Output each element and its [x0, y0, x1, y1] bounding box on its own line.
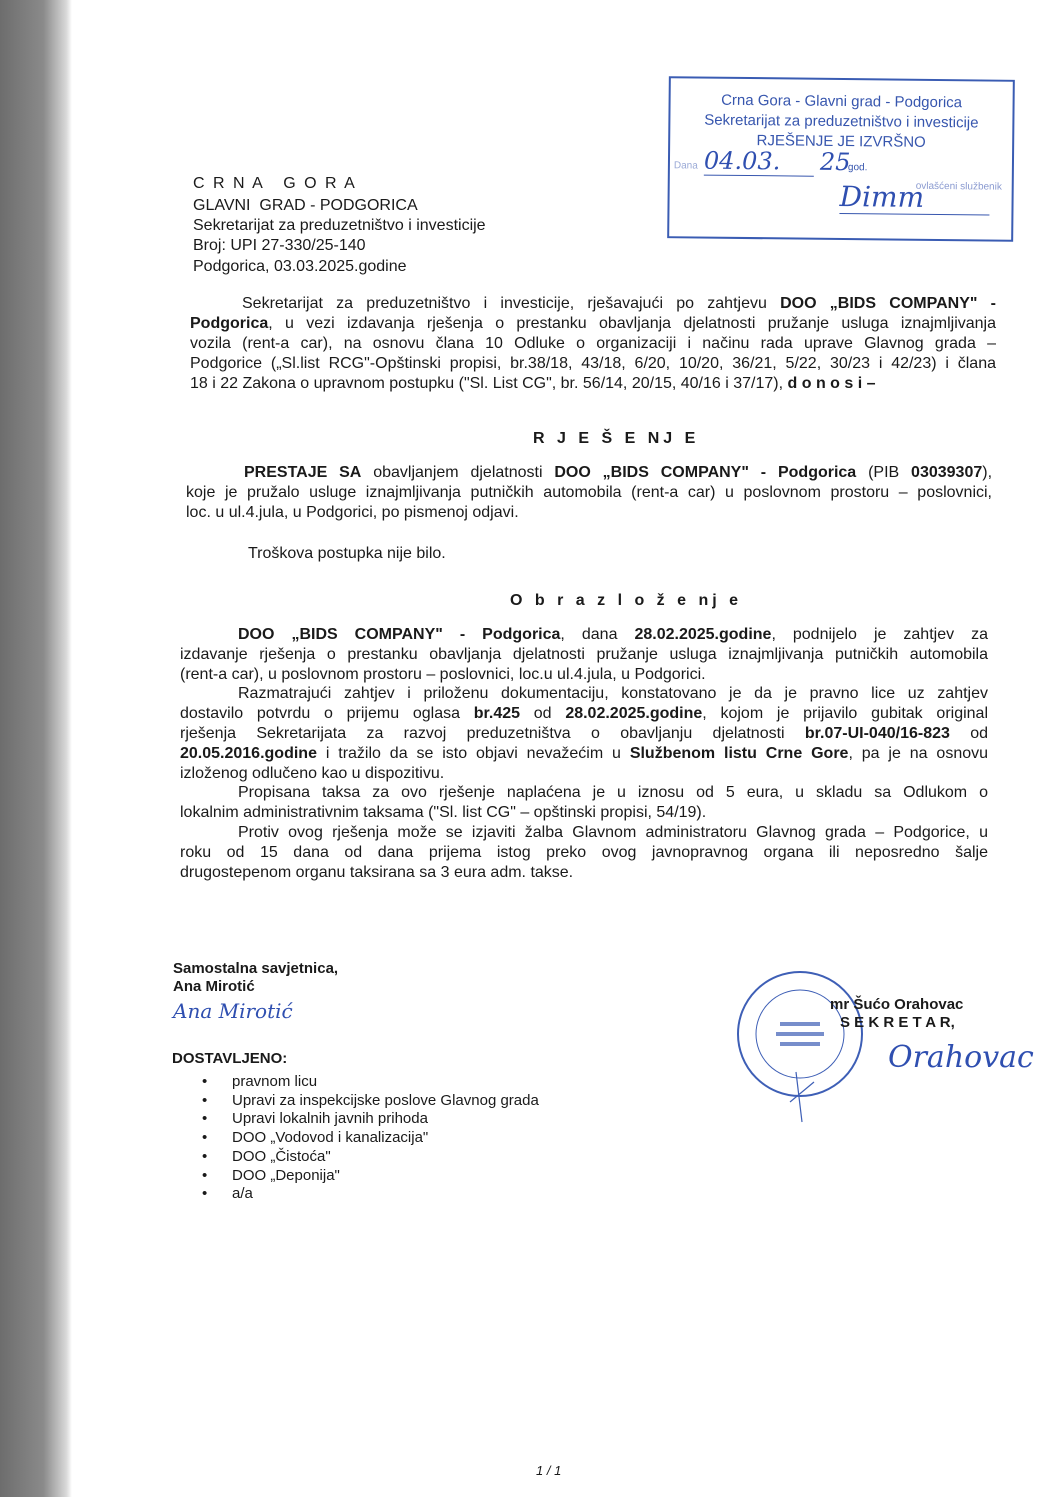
stamp-signature: Dimm: [839, 180, 989, 216]
text-run: 18 i 22 Zakona o upravnom postupku ("Sl. List CG", br. 56/14, 20/15, 40/16 i 37/17),: [190, 375, 788, 392]
bold-text-run: 28.02.2025.godine: [634, 626, 772, 643]
author-role: Samostalna savjetnica,: [173, 960, 339, 977]
author-signature: Ana Mirotić: [173, 999, 293, 1023]
text-line: [180, 783, 988, 803]
distribution-item: • Upravi za inspekcijske poslove Glavnog grada: [172, 1092, 539, 1111]
secretary-name: mr Šućo Orahovac: [830, 996, 964, 1013]
distribution-item: • pravnom licu: [172, 1073, 539, 1092]
text-run: (PIB: [856, 464, 912, 481]
text-run: , kojom je prijavilo gubitak original: [702, 705, 989, 723]
text-run: rješenja Sekretarijata za razvoj preduzetništva o obavljanju djelatnosti: [180, 724, 805, 742]
bold-text-run: DOO „BIDS COMPANY" -: [780, 295, 997, 312]
distribution-item: • DOO „Čistoća": [172, 1148, 539, 1167]
text-run: od: [949, 724, 988, 742]
text-line: [180, 744, 988, 764]
stamp-date-value: 04.03.: [704, 147, 814, 177]
text-run: izloženog odlučeno kao u dispozitivu.: [180, 764, 445, 782]
reasoning-title: O b r a z l o ž e nj e: [510, 592, 743, 609]
text-run: vozila (rent-a car), na osnovu člana 10 Odluke o organizaciji i načinu rada uprave Glavnog grada –: [190, 335, 996, 352]
text-line: [180, 823, 988, 843]
text-run: Propisana taksa za ovo rješenje naplaćena je u iznosu od 5 eura, u skladu sa Odlukom o: [238, 784, 988, 802]
text-line: [190, 294, 996, 314]
text-run: dostavilo potvrdu o prijemu oglasa: [180, 705, 474, 723]
text-run: , podnijelo je zahtjev za: [771, 626, 988, 643]
text-line: [190, 314, 996, 334]
distribution-item: • DOO „Deponija": [172, 1167, 539, 1186]
stamp-year-value: 25: [819, 147, 851, 177]
text-line: [186, 463, 992, 483]
bold-text-run: Službenom listu Crne Gore: [629, 744, 849, 762]
intro-paragraph: [190, 294, 996, 394]
stamp-official-label: ovlašćeni službenik: [915, 180, 1002, 193]
document-number: Broj: UPI 27-330/25-140: [193, 237, 366, 254]
text-run: od: [520, 705, 566, 723]
department: Sekretarijat za preduzetništvo i investicije: [193, 217, 486, 234]
text-line: [180, 645, 988, 665]
text-run: , pa je na osnovu: [848, 744, 989, 762]
text-run: drugostepenom organu taksirana sa 3 eura adm. takse.: [180, 863, 574, 881]
text-run: Protiv ovog rješenja može se izjaviti žalba Glavnom administratoru Glavnog grada – Podgorice, u: [238, 823, 988, 841]
text-run: , u vezi izdavanja rješenja o prestanku obavljanja djelatnosti pružanje usluga iznajmljivanja: [268, 315, 996, 332]
text-run: loc. u ul.4.jula, u Podgorici, po pismenoj odjavi.: [186, 504, 519, 521]
reasoning-paragraph: [180, 783, 988, 823]
text-line: [190, 334, 996, 354]
stamp-date-label: Dana: [673, 160, 698, 172]
secretary-title: S E K R E T A R,: [840, 1014, 955, 1031]
text-run: roku od 15 dana od dana prijema istog preko ovog javnopravnog organa ili neposredno šalje: [180, 843, 988, 861]
official-round-stamp: [736, 962, 866, 1127]
document-header: [193, 174, 486, 277]
city: GLAVNI GRAD - PODGORICA: [193, 197, 418, 214]
reasoning-paragraph: [180, 625, 988, 684]
author-block: [173, 960, 339, 1023]
distribution-list: [172, 1050, 539, 1204]
text-run: lokalnim administrativnim taksama ("Sl. list CG" – opštinski propisi, 54/19).: [180, 804, 707, 822]
text-line: [180, 724, 988, 744]
text-line: [186, 503, 992, 523]
distribution-title: DOSTAVLJENO:: [172, 1050, 288, 1067]
text-run: obavljanjem djelatnosti: [361, 464, 555, 481]
text-run: Podgorice („Sl.list RCG"-Opštinski propisi, br.38/18, 43/18, 6/20, 10/20, 36/21, 5/22, 30/23 i 42/23) i člana: [190, 355, 996, 372]
scan-edge: [0, 0, 72, 1497]
author-name: Ana Mirotić: [173, 978, 255, 995]
reasoning-section: [180, 625, 988, 882]
secretary-signature: Orahovac: [888, 1040, 1034, 1075]
text-run: i tražilo da se isto objavi nevažećim u: [316, 744, 630, 762]
distribution-item: • a/a: [172, 1185, 539, 1204]
text-run: Sekretarijat za preduzetništvo i investicije, rješavajući po zahtjevu: [242, 295, 781, 312]
bold-text-run: DOO „BIDS COMPANY" - Podgorica: [238, 626, 561, 643]
text-run: Razmatrajući zahtjev i priloženu dokumentaciju, konstatovano je da je pravno lice uz zahtjev: [238, 685, 988, 703]
text-line: [180, 684, 988, 704]
bold-text-run: PRESTAJE SA: [244, 464, 362, 481]
stamp-line-1: Crna Gora - Glavni grad - Podgorica: [721, 91, 963, 112]
distribution-item: • Upravi lokalnih javnih prihoda: [172, 1110, 539, 1129]
bold-text-run: br.425: [473, 705, 521, 723]
text-run: (rent-a car), u poslovnom prostoru – poslovnici, loc.u ul.4.jula, u Podgorici.: [180, 665, 706, 683]
stamp-line-2: Sekretarijat za preduzetništvo i investicije: [704, 111, 979, 132]
costs-text: Troškova postupka nije bilo.: [248, 545, 446, 562]
distribution-item: • DOO „Vodovod i kanalizacija": [172, 1129, 539, 1148]
text-line: [190, 374, 996, 394]
reasoning-paragraph: [180, 684, 988, 783]
page-number: 1 / 1: [536, 1463, 562, 1478]
bold-text-run: 20.05.2016.godine: [180, 744, 317, 762]
place-date: Podgorica, 03.03.2025.godine: [193, 258, 407, 275]
country: C R N A G O R A: [193, 175, 357, 192]
text-run: koje je pružalo usluge iznajmljivanja putničkih automobila (rent-a car) u poslovnom prostoru – poslovnici,: [186, 484, 992, 501]
stamp-year-label: god.: [847, 162, 868, 174]
decision-title: R J E Š E NJ E: [533, 430, 700, 447]
text-run: izdavanje rješenja o prestanku obavljanja djelatnosti pružanje usluga iznajmljivanja putničkih automobila: [180, 645, 988, 663]
text-line: [180, 704, 988, 724]
bold-text-run: DOO „BIDS COMPANY" - Podgorica: [554, 464, 857, 481]
bold-text-run: Podgorica: [190, 315, 269, 332]
bold-text-run: br.07-UI-040/16-823: [804, 724, 950, 742]
secretary-block: [830, 996, 963, 1032]
text-line: [180, 863, 988, 883]
bold-text-run: d o n o s i –: [787, 375, 876, 392]
text-line: [180, 665, 988, 685]
reasoning-paragraph: [180, 823, 988, 882]
bold-text-run: 28.02.2025.godine: [565, 705, 703, 723]
stamp-line-3: RJEŠENJE JE IZVRŠNO: [756, 132, 926, 151]
text-line: [180, 803, 988, 823]
text-run: ),: [982, 464, 993, 481]
enforceability-stamp: [667, 76, 1015, 242]
decision-paragraph: [186, 463, 992, 523]
text-run: , dana: [560, 626, 635, 643]
text-line: [180, 764, 988, 784]
text-line: [190, 354, 996, 374]
text-line: [186, 483, 992, 503]
text-line: [180, 843, 988, 863]
bold-text-run: 03039307: [911, 464, 983, 481]
text-line: [180, 625, 988, 645]
